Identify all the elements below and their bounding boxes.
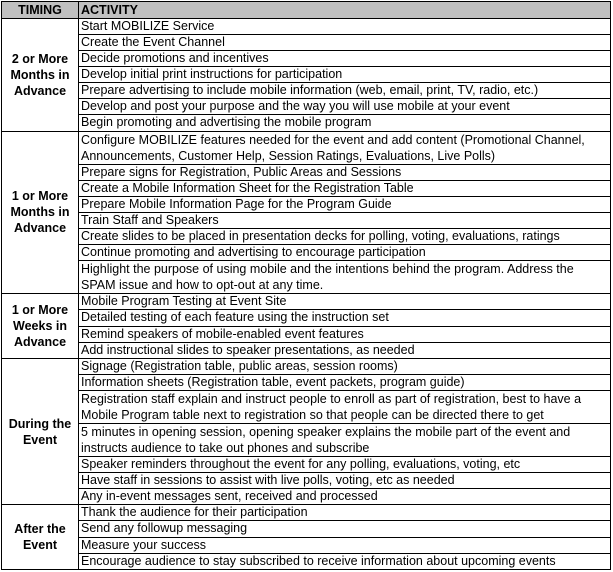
activity-cell: Encourage audience to stay subscribed to receive information about upcoming events [79,553,611,569]
table-row [2,553,611,569]
table-row [2,358,611,374]
table-row [2,261,611,294]
timing-column-header: TIMING [2,2,79,19]
table-row [2,229,611,245]
activity-cell: Begin promoting and advertising the mobile program [79,115,611,131]
table-row [2,196,611,212]
table-row [2,537,611,553]
table-row [2,390,611,423]
activity-cell: Thank the audience for their participation [79,505,611,521]
activity-cell: Send any followup messaging [79,521,611,537]
activity-cell: Create a Mobile Information Sheet for the Registration Table [79,180,611,196]
activity-cell: Start MOBILIZE Service [79,19,611,35]
activity-cell: Create slides to be placed in presentation decks for polling, voting, evaluations, ratings [79,229,611,245]
activity-cell: Train Staff and Speakers [79,212,611,228]
table-row [2,67,611,83]
activity-cell: Any in-event messages sent, received and processed [79,489,611,505]
table-row [2,35,611,51]
activity-cell: Have staff in sessions to assist with live polls, voting, etc as needed [79,473,611,489]
table-row [2,212,611,228]
activity-cell: Information sheets (Registration table, event packets, program guide) [79,374,611,390]
table-row [2,99,611,115]
timing-cell-1-month: 1 or More Months in Advance [2,131,79,294]
activity-cell: Develop and post your purpose and the way you will use mobile at your event [79,99,611,115]
table-row [2,83,611,99]
activity-cell: Mobile Program Testing at Event Site [79,294,611,310]
activity-cell: Remind speakers of mobile-enabled event features [79,326,611,342]
activity-cell: Detailed testing of each feature using the instruction set [79,310,611,326]
table-row [2,473,611,489]
timing-cell-during-event: During the Event [2,358,79,505]
table-row [2,51,611,67]
timing-cell-2-months: 2 or More Months in Advance [2,19,79,132]
table-row [2,374,611,390]
timing-cell-after-event: After the Event [2,505,79,570]
table-row [2,342,611,358]
table-row [2,489,611,505]
header-row [2,2,611,19]
table-row [2,521,611,537]
activity-column-header: ACTIVITY [79,2,611,19]
activity-cell: Prepare signs for Registration, Public Areas and Sessions [79,164,611,180]
activity-cell: Measure your success [79,537,611,553]
table-row [2,19,611,35]
table-row [2,457,611,473]
activity-cell: Add instructional slides to speaker presentations, as needed [79,342,611,358]
activity-cell: Decide promotions and incentives [79,51,611,67]
table-row [2,115,611,131]
table-row [2,180,611,196]
table-row [2,326,611,342]
table-row [2,164,611,180]
table-row [2,294,611,310]
activity-cell: Registration staff explain and instruct people to enroll as part of registration, best to have a Mobile Program table next to registration so that people can be directed there to get [79,390,611,423]
table-row [2,424,611,457]
activity-cell: Continue promoting and advertising to encourage participation [79,245,611,261]
activity-cell: Develop initial print instructions for participation [79,67,611,83]
activity-cell: Signage (Registration table, public areas, session rooms) [79,358,611,374]
activity-timeline-table [1,1,611,570]
activity-cell: Prepare Mobile Information Page for the Program Guide [79,196,611,212]
table-row [2,505,611,521]
table-row [2,245,611,261]
activity-cell: Highlight the purpose of using mobile and the intentions behind the program. Address the SPAM issue and how to opt-out at any time. [79,261,611,294]
activity-cell: 5 minutes in opening session, opening speaker explains the mobile part of the event and instructs audience to take out phones and subscribe [79,424,611,457]
timing-cell-1-week: 1 or More Weeks in Advance [2,294,79,358]
table-row [2,131,611,164]
activity-cell: Configure MOBILIZE features needed for the event and add content (Promotional Channel, Announcements, Customer Help, Session Ratings, Evaluations, Live Polls) [79,131,611,164]
activity-cell: Prepare advertising to include mobile information (web, email, print, TV, radio, etc.) [79,83,611,99]
activity-cell: Speaker reminders throughout the event for any polling, evaluations, voting, etc [79,457,611,473]
activity-cell: Create the Event Channel [79,35,611,51]
table-row [2,310,611,326]
